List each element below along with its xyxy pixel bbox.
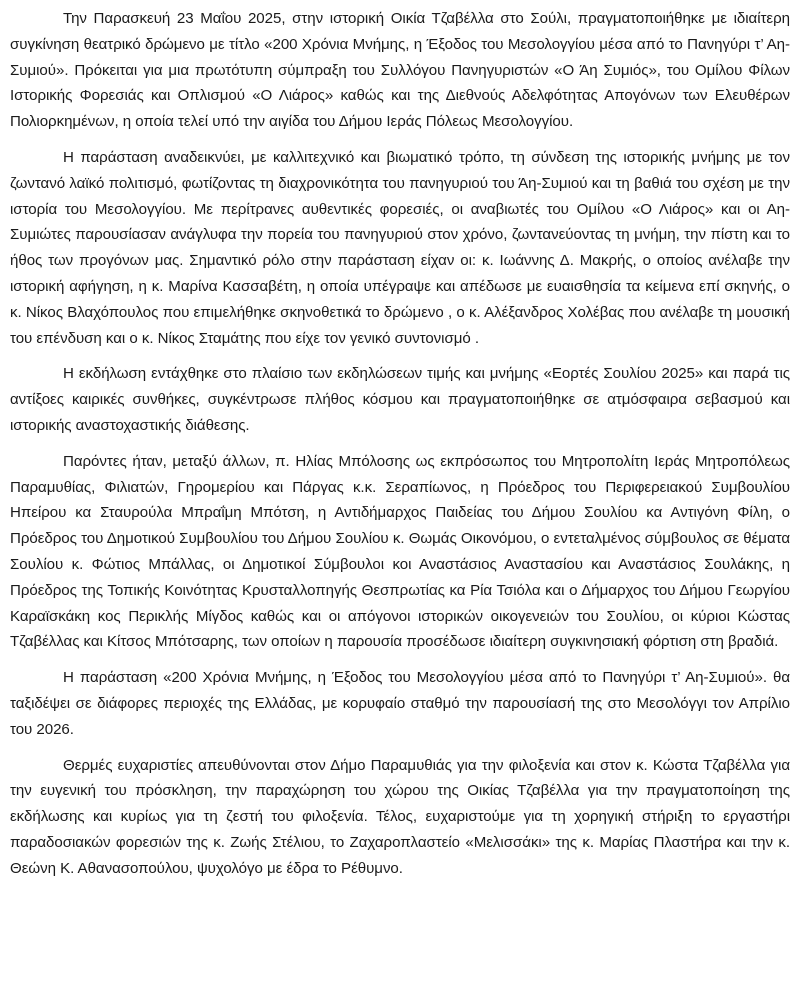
article-body	[10, 6, 790, 892]
paragraph-performance: Η παράσταση αναδεικνύει, με καλλιτεχνικό και βιωματικό τρόπο, τη σύνδεση της ιστορικής μνήμης με τον ζωντανό λαϊκό πολιτισμό, φωτίζοντας τη διαχρονικότητα του πανηγυριού του Άη-Συμιού και τη βαθιά του σχέση με την ιστορία του Μεσολογγίου. Με περίτρανες αυθεντικές φορεσιές, οι αναβιωτές του Ομίλου «Ο Λιάρος» και οι Αη-Συμιώτες παρουσίασαν ανάγλυφα την πορεία του πανηγυριού στον χρόνο, ζωντανεύοντας τη μνήμη, την πίστη και το ήθος των προγόνων μας. Σημαντικό ρόλο στην παράσταση είχαν οι: κ. Ιωάννης Δ. Μακρής, ο οποίος ανέλαβε την ιστορική αφήγηση, η κ. Μαρίνα Κασσαβέτη, η οποία υπέγραψε και απέδωσε με ευαισθησία τα κείμενα επί σκηνής, ο κ. Νίκος Βλαχόπουλος που επιμελήθηκε σκηνοθετικά το δρώμενο , ο κ. Αλέξανδρος Χολέβας που ανέλαβε τη μουσική του επένδυση και ο κ. Νίκος Σταμάτης που είχε τον γενικό συντονισμό .	[10, 148, 790, 347]
paragraph-event-intro: Την Παρασκευή 23 Μαΐου 2025, στην ιστορική Οικία Τζαβέλλα στο Σούλι, πραγματοποιήθηκε με ιδιαίτερη συγκίνηση θεατρικό δρώμενο με τίτλο «200 Χρόνια Μνήμης, η Έξοδος του Μεσολογγίου μέσα από το Πανηγύρι τ’ Αη-Συμιού». Πρόκειται για μια πρωτότυπη σύμπραξη του Συλλόγου Πανηγυριστών «Ο Άη Συμιός», του Ομίλου Φίλων Ιστορικής Φορεσιάς και Οπλισμού «Ο Λιάρος» καθώς και της Διεθνούς Αδελφότητας Απογόνων των Ελευθέρων Πολιορκημένων, η οποία τελεί υπό την αιγίδα του Δήμου Ιεράς Πόλεως Μεσολογγίου.	[10, 10, 790, 131]
paragraph-tour: Η παράσταση «200 Χρόνια Μνήμης, η Έξοδος του Μεσολογγίου μέσα από το Πανηγύρι τ’ Αη-Συμιού». θα ταξιδέψει σε διάφορες περιοχές της Ελλάδας, με κορυφαίο σταθμό την παρουσίασή της στο Μεσολόγγι τον Απρίλιο του 2026.	[10, 669, 790, 738]
paragraph-thanks: Θερμές ευχαριστίες απευθύνονται στον Δήμο Παραμυθιάς για την φιλοξενία και στον κ. Κώστα Τζαβέλλα για την ευγενική του πρόσκληση, την παραχώρηση του χώρου της Οικίας Τζαβέλλα για την πραγματοποίηση της εκδήλωσης και κυρίως για τη ζεστή του φιλοξενία. Τέλος, ευχαριστούμε για τη χορηγική στήριξη το εργαστήρι παραδοσιακών φορεσιών της κ. Ζωής Στέλιου, το Ζαχαροπλαστείο «Μελισσάκι» της κ. Μαρίας Πλαστήρα και την κ. Θεώνη Κ. Αθανασοπούλου, ψυχολόγο με έδρα το Ρέθυμνο.	[10, 756, 790, 877]
paragraph-festival-context: Η εκδήλωση εντάχθηκε στο πλαίσιο των εκδηλώσεων τιμής και μνήμης «Εορτές Σουλίου 2025» και παρά τις αντίξοες καιρικές συνθήκες, συγκέντρωσε πλήθος κόσμου και πραγματοποιήθηκε σε ατμόσφαιρα σεβασμού και ιστορικής αναστοχαστικής διάθεσης.	[10, 365, 790, 434]
paragraph-attendees: Παρόντες ήταν, μεταξύ άλλων, π. Ηλίας Μπόλοσης ως εκπρόσωπος του Μητροπολίτη Ιεράς Μητροπόλεως Παραμυθίας, Φιλιατών, Γηρομερίου και Πάργας κ.κ. Σεραπίωνος, η Πρόεδρος του Περιφερειακού Συμβουλίου Ηπείρου κα Σταυρούλα Μπραΐμη Μπότση, η Αντιδήμαρχος Παιδείας του Δήμου Σουλίου κα Αντιγόνη Φίλη, ο Πρόεδρος του Δημοτικού Συμβουλίου του Δήμου Σουλίου κ. Θωμάς Οικονόμου, ο εντεταλμένος σύμβουλος σε θέματα Σουλίου κ. Φώτιος Μπάλλας, οι Δημοτικοί Σύμβουλοι κοι Αναστάσιος Αναστασίου και Αναστάσιος Σουλάκης, η Πρόεδρος της Τοπικής Κοινότητας Κρυσταλλοπηγής Θεσπρωτίας κα Ρία Τσιόλα και ο Δήμαρχος του Δήμου Γεωργίου Καραϊσκάκη κος Περικλής Μίγδος καθώς και οι απόγονοι ιστορικών οικογενειών του Σουλίου, οι κύριοι Κώστας Τζαβέλλας και Κίτσος Μπότσαρης, των οποίων η παρουσία προσέδωσε ιδιαίτερη συγκινησιακή φόρτιση στη βραδιά.	[10, 452, 790, 651]
